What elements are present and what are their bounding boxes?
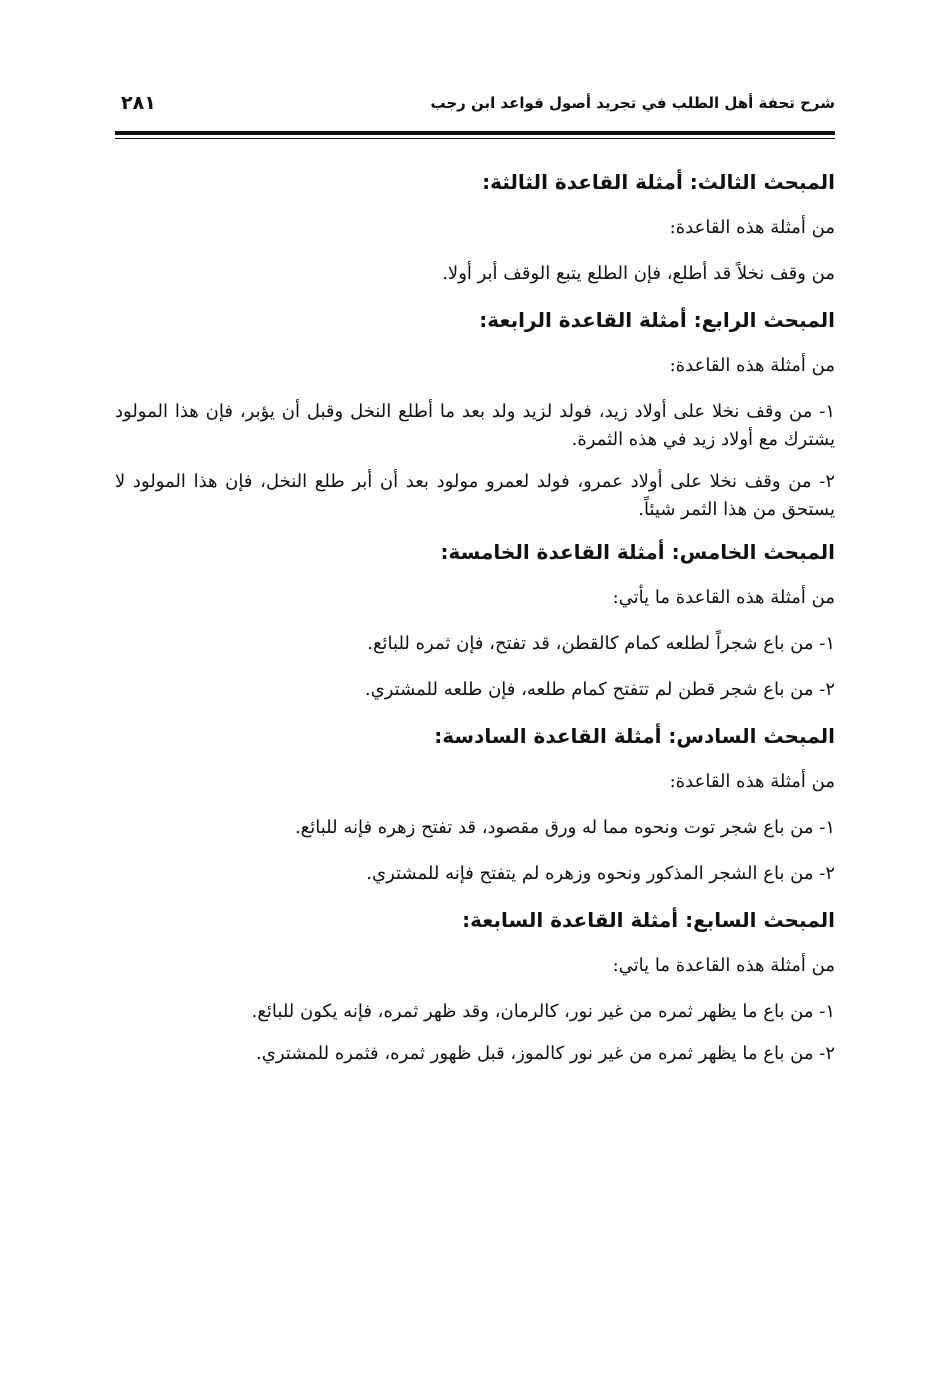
numbered-paragraph: ١- من باع شجر توت ونحوه مما له ورق مقصود، قد تفتح زهره فإنه للبائع.	[294, 817, 835, 838]
paragraph: من أمثلة هذه القاعدة:	[669, 217, 835, 238]
page-body	[115, 168, 835, 1086]
paragraph: من أمثلة هذه القاعدة:	[669, 355, 835, 376]
numbered-paragraph: ٢- من باع شجر قطن لم تتفتح كمام طلعه، فإن طلعه للمشتري.	[364, 679, 835, 700]
paragraph: من أمثلة هذه القاعدة:	[669, 771, 835, 792]
numbered-paragraph: ٢- من باع الشجر المذكور ونحوه وزهره لم يتفتح فإنه للمشتري.	[366, 863, 835, 884]
numbered-paragraph: ٢- من وقف نخلا على أولاد عمرو، فولد لعمرو مولود بعد أن أبر طلع النخل، فإن هذا المولود لا يستحق من هذا الثمر شيئاً.	[115, 471, 835, 520]
running-title: شرح تحفة أهل الطلب في تجريد أصول قواعد ابن رجب	[430, 94, 835, 112]
numbered-paragraph: ١- من باع ما يظهر ثمره من غير نور، كالرمان، وقد ظهر ثمره، فإنه يكون للبائع.	[251, 1001, 835, 1022]
paragraph: من أمثلة هذه القاعدة ما ياتي:	[612, 955, 835, 976]
section-heading: المبحث الخامس: أمثلة القاعدة الخامسة:	[440, 540, 835, 564]
section-heading: المبحث الرابع: أمثلة القاعدة الرابعة:	[479, 308, 835, 332]
numbered-paragraph: ١- من باع شجراً لطلعه كمام كالقطن، قد تفتح، فإن ثمره للبائع.	[367, 633, 835, 654]
section-heading: المبحث الثالث: أمثلة القاعدة الثالثة:	[482, 170, 835, 194]
header-rule-thin	[115, 138, 835, 139]
paragraph: من وقف نخلاً قد أطلع، فإن الطلع يتبع الوقف أبر أولا.	[442, 263, 835, 284]
header-rule-thick	[115, 131, 835, 135]
paragraph: من أمثلة هذه القاعدة ما يأتي:	[612, 587, 835, 608]
numbered-paragraph: ١- من وقف نخلا على أولاد زيد، فولد لزيد ولد بعد ما أطلع النخل وقبل أن يؤبر، فإن هذا المولود يشترك مع أولاد زيد في هذه الثمرة.	[115, 401, 835, 450]
page-header	[115, 92, 835, 132]
section-heading: المبحث السابع: أمثلة القاعدة السابعة:	[462, 908, 835, 932]
page-number: ٢٨١	[121, 92, 156, 114]
numbered-paragraph: ٢- من باع ما يظهر ثمره من غير نور كالموز، قبل ظهور ثمره، فثمره للمشتري.	[256, 1043, 835, 1064]
section-heading: المبحث السادس: أمثلة القاعدة السادسة:	[434, 724, 835, 748]
